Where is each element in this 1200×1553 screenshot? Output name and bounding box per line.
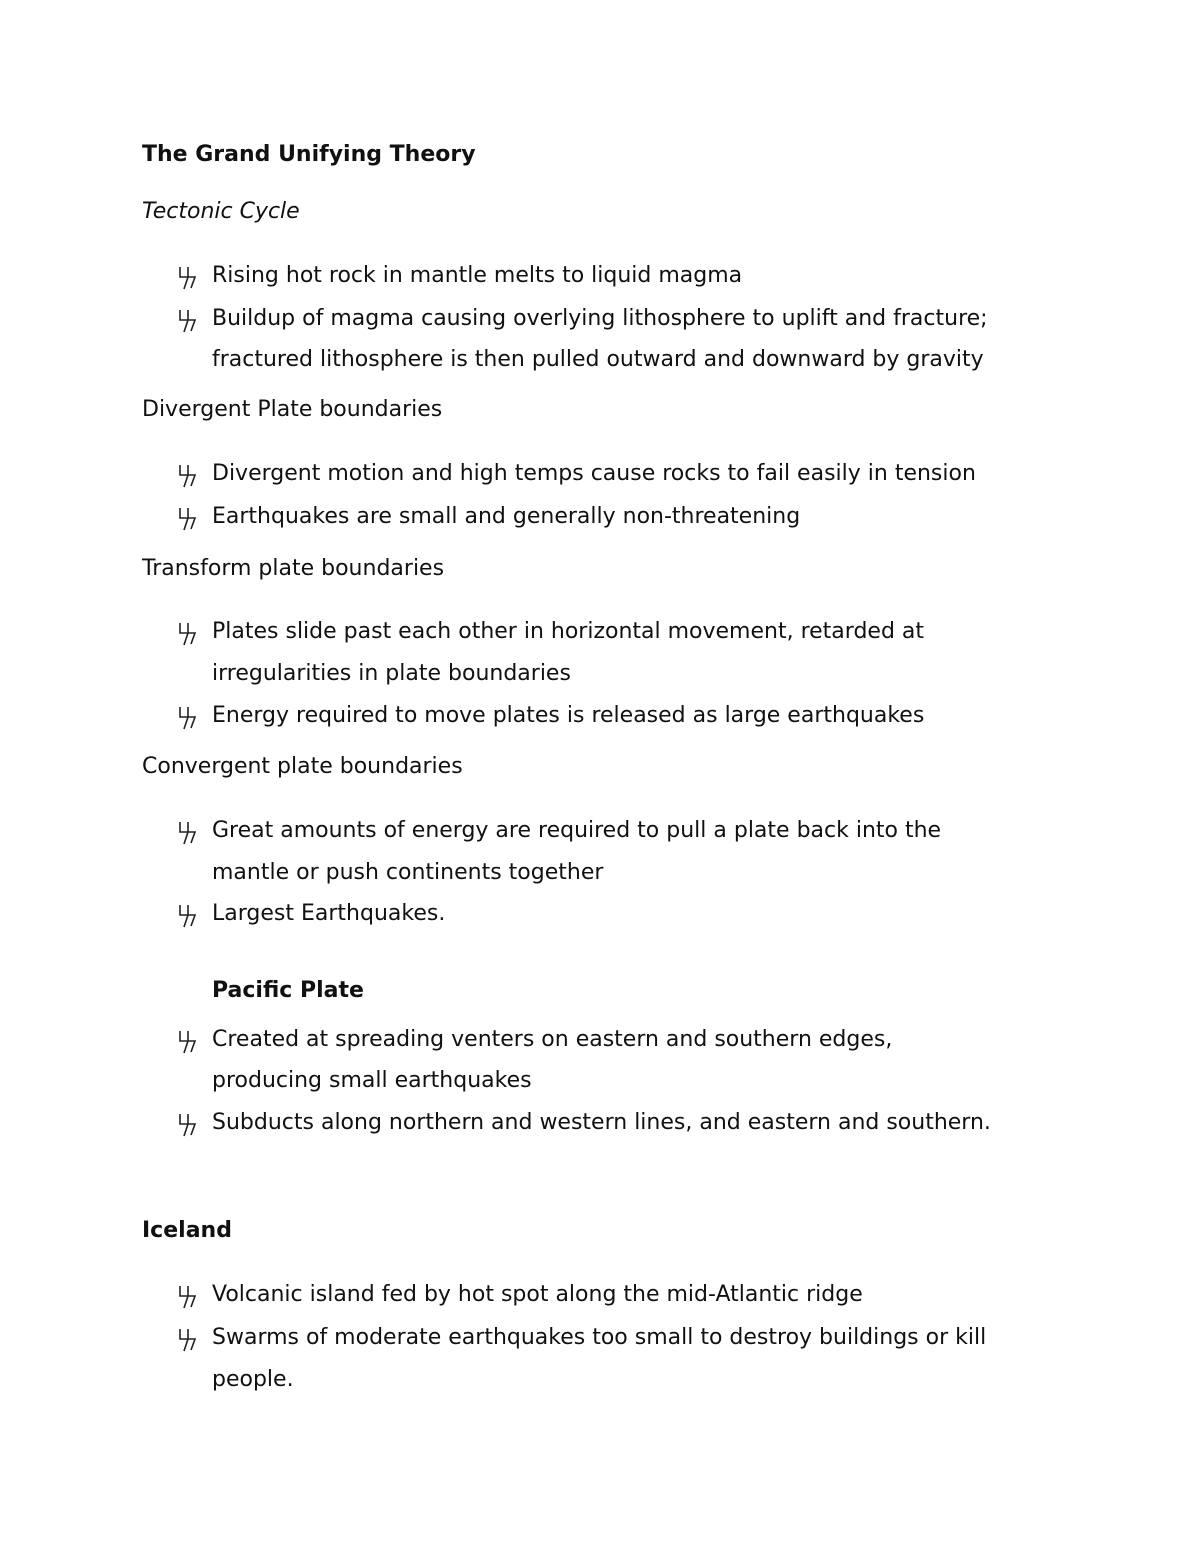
list-item-text: Plates slide past each other in horizontal movement, retarded at xyxy=(212,619,925,644)
section-heading-convergent: Convergent plate boundaries xyxy=(142,754,463,779)
list-item-text: irregularities in plate boundaries xyxy=(212,661,571,686)
lightning-bolt-icon xyxy=(176,1111,198,1137)
list-item-text: Buildup of magma causing overlying lithosphere to uplift and fracture; xyxy=(212,306,988,331)
lightning-bolt-icon xyxy=(176,1326,198,1352)
list-item-text: Great amounts of energy are required to pull a plate back into the xyxy=(212,818,942,843)
list-item-text: producing small earthquakes xyxy=(212,1068,532,1093)
list-item-text: fractured lithosphere is then pulled outward and downward by gravity xyxy=(212,347,984,372)
lightning-bolt-icon xyxy=(176,307,198,333)
section-heading-pacific-plate: Pacific Plate xyxy=(212,978,364,1003)
list-item-text: Subducts along northern and western lines, and eastern and southern. xyxy=(212,1110,991,1135)
lightning-bolt-icon xyxy=(176,462,198,488)
list-item-text: people. xyxy=(212,1367,294,1392)
list-item-text: Energy required to move plates is released as large earthquakes xyxy=(212,703,925,728)
section-heading-transform: Transform plate boundaries xyxy=(142,556,445,581)
list-item-text: Rising hot rock in mantle melts to liquid magma xyxy=(212,263,743,288)
lightning-bolt-icon xyxy=(176,1028,198,1054)
lightning-bolt-icon xyxy=(176,902,198,928)
section-heading-tectonic-cycle: Tectonic Cycle xyxy=(142,199,300,224)
section-heading-divergent: Divergent Plate boundaries xyxy=(142,397,443,422)
list-item-text: Largest Earthquakes. xyxy=(212,901,446,926)
section-heading-iceland: Iceland xyxy=(142,1218,232,1243)
list-item-text: Divergent motion and high temps cause rocks to fail easily in tension xyxy=(212,461,976,486)
list-item-text: Volcanic island fed by hot spot along the mid-Atlantic ridge xyxy=(212,1282,863,1307)
lightning-bolt-icon xyxy=(176,704,198,730)
list-item-text: mantle or push continents together xyxy=(212,860,604,885)
document-title: The Grand Unifying Theory xyxy=(142,142,476,167)
list-item-text: Earthquakes are small and generally non-threatening xyxy=(212,504,801,529)
lightning-bolt-icon xyxy=(176,264,198,290)
list-item-text: Created at spreading venters on eastern and southern edges, xyxy=(212,1027,893,1052)
lightning-bolt-icon xyxy=(176,819,198,845)
lightning-bolt-icon xyxy=(176,620,198,646)
list-item-text: Swarms of moderate earthquakes too small to destroy buildings or kill xyxy=(212,1325,987,1350)
lightning-bolt-icon xyxy=(176,1283,198,1309)
lightning-bolt-icon xyxy=(176,505,198,531)
